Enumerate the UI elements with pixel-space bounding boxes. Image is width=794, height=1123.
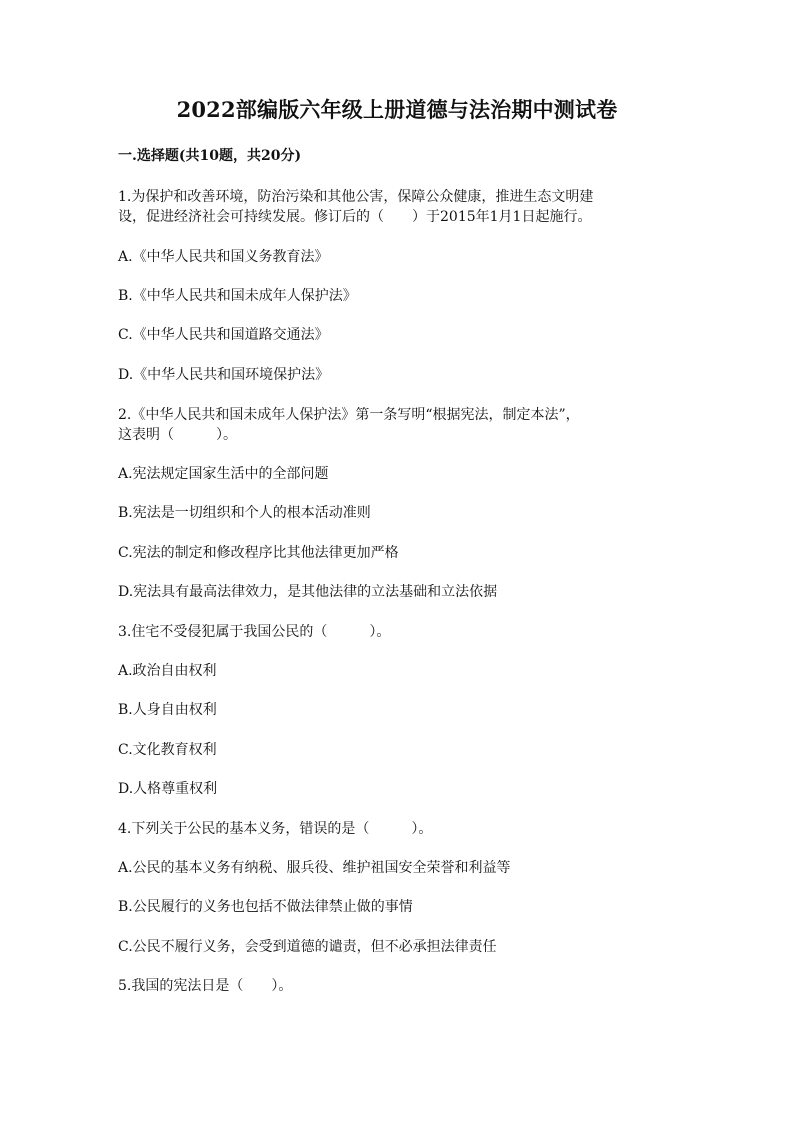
- question-3-stem: 3.住宅不受侵犯属于我国公民的（ ）。: [118, 624, 391, 640]
- question-1-option-c: C.《中华人民共和国道路交通法》: [118, 327, 329, 343]
- question-4-option-a: A.公民的基本义务有纳税、服兵役、维护祖国安全荣誉和利益等: [118, 860, 511, 876]
- question-4-option-b: B.公民履行的义务也包括不做法律禁止做的事情: [118, 899, 413, 915]
- section-heading: 一.选择题(共10题，共20分): [118, 148, 302, 164]
- question-1-option-b: B.《中华人民共和国未成年人保护法》: [118, 288, 357, 304]
- question-3-option-c: C.文化教育权利: [118, 742, 217, 758]
- question-2-stem-line-2: 这表明（ ）。: [118, 427, 237, 443]
- question-1-stem-line-2: 设，促进经济社会可持续发展。修订后的（ ）于2015年1月1日起施行。: [118, 209, 592, 225]
- question-2-option-a: A.宪法规定国家生活中的全部问题: [118, 466, 329, 482]
- question-4-stem: 4.下列关于公民的基本义务，错误的是（ ）。: [118, 821, 433, 837]
- question-2-option-c: C.宪法的制定和修改程序比其他法律更加严格: [118, 545, 399, 561]
- exam-title: 2022部编版六年级上册道德与法治期中测试卷: [176, 97, 618, 122]
- question-3-option-d: D.人格尊重权利: [118, 781, 218, 797]
- question-2-stem-line-1: 2.《中华人民共和国未成年人保护法》第一条写明“根据宪法，制定本法”，: [118, 407, 580, 423]
- question-2-option-b: B.宪法是一切组织和个人的根本活动准则: [118, 505, 371, 521]
- question-1-option-d: D.《中华人民共和国环境保护法》: [118, 367, 330, 383]
- question-1-option-a: A.《中华人民共和国义务教育法》: [118, 249, 329, 265]
- question-5-stem: 5.我国的宪法日是（ ）。: [118, 978, 293, 994]
- question-3-option-a: A.政治自由权利: [118, 663, 217, 679]
- question-2-option-d: D.宪法具有最高法律效力，是其他法律的立法基础和立法依据: [118, 584, 498, 600]
- question-1-stem-line-1: 1.为保护和改善环境，防治污染和其他公害，保障公众健康，推进生态文明建: [118, 189, 594, 205]
- question-3-option-b: B.人身自由权利: [118, 702, 217, 718]
- question-4-option-c: C.公民不履行义务，会受到道德的谴责，但不必承担法律责任: [118, 939, 497, 955]
